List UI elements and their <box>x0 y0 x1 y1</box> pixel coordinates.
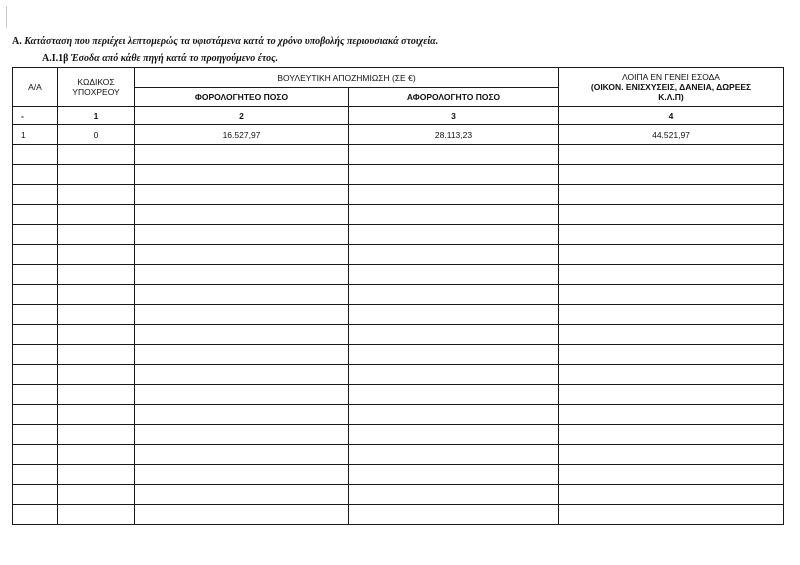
header-aa: Α/Α <box>13 68 58 107</box>
column-number: 1 <box>58 107 135 125</box>
column-number: 2 <box>135 107 349 125</box>
empty-table-row <box>13 385 784 405</box>
empty-cell <box>349 485 559 505</box>
empty-cell <box>13 345 58 365</box>
subsection-heading-text: Έσοδα από κάθε πηγή κατά το προηγούμενο έτος. <box>70 53 279 64</box>
empty-cell <box>559 325 784 345</box>
empty-table-row <box>13 405 784 425</box>
empty-cell <box>135 385 349 405</box>
empty-table-row <box>13 345 784 365</box>
empty-cell <box>135 205 349 225</box>
empty-cell <box>13 285 58 305</box>
empty-cell <box>13 225 58 245</box>
empty-cell <box>58 465 135 485</box>
column-number: 3 <box>349 107 559 125</box>
empty-cell <box>58 485 135 505</box>
empty-cell <box>135 425 349 445</box>
empty-cell <box>559 445 784 465</box>
empty-cell <box>349 185 559 205</box>
empty-cell <box>58 185 135 205</box>
empty-cell <box>349 345 559 365</box>
empty-cell <box>58 385 135 405</box>
empty-cell <box>349 405 559 425</box>
empty-cell <box>559 385 784 405</box>
empty-cell <box>13 445 58 465</box>
empty-table-row <box>13 285 784 305</box>
empty-table-row <box>13 265 784 285</box>
empty-cell <box>58 265 135 285</box>
empty-cell <box>13 385 58 405</box>
column-number: 4 <box>559 107 784 125</box>
empty-cell <box>58 445 135 465</box>
empty-cell <box>559 345 784 365</box>
empty-cell <box>135 505 349 525</box>
section-heading-prefix: Α. <box>12 36 22 47</box>
empty-cell <box>349 205 559 225</box>
empty-cell <box>559 245 784 265</box>
header-code <box>58 68 135 107</box>
empty-cell <box>349 365 559 385</box>
empty-table-row <box>13 445 784 465</box>
empty-cell <box>135 465 349 485</box>
empty-cell <box>58 405 135 425</box>
empty-cell <box>58 205 135 225</box>
empty-cell <box>58 505 135 525</box>
empty-cell <box>13 485 58 505</box>
empty-cell <box>559 425 784 445</box>
empty-cell <box>58 345 135 365</box>
empty-cell <box>58 325 135 345</box>
empty-table-row <box>13 505 784 525</box>
header-compensation: ΒΟΥΛΕΥΤΙΚΗ ΑΠΟΖΗΜΙΩΣΗ (ΣΕ €) <box>135 68 559 88</box>
empty-cell <box>58 305 135 325</box>
income-table <box>12 67 784 525</box>
empty-cell <box>58 145 135 165</box>
empty-cell <box>135 325 349 345</box>
empty-table-row <box>13 305 784 325</box>
empty-cell <box>13 425 58 445</box>
empty-cell <box>349 325 559 345</box>
empty-table-row <box>13 365 784 385</box>
empty-cell <box>135 305 349 325</box>
empty-cell <box>559 465 784 485</box>
cell-other-income: 44.521,97 <box>559 125 784 145</box>
header-other-line1: ΛΟΙΠΑ ΕΝ ΓΕΝΕΙ ΕΣΟΔΑ <box>622 72 720 82</box>
header-code-line2: ΥΠΟΧΡΕΟΥ <box>72 87 120 97</box>
empty-cell <box>58 365 135 385</box>
empty-cell <box>135 445 349 465</box>
empty-cell <box>559 145 784 165</box>
header-taxable: ΦΟΡΟΛΟΓΗΤΕΟ ΠΟΣΟ <box>135 88 349 107</box>
empty-cell <box>559 405 784 425</box>
empty-cell <box>13 465 58 485</box>
empty-cell <box>13 325 58 345</box>
empty-cell <box>135 185 349 205</box>
empty-cell <box>13 405 58 425</box>
empty-cell <box>13 205 58 225</box>
subsection-heading-prefix: Α.Ι.1β <box>42 53 69 64</box>
empty-rows <box>13 145 784 525</box>
empty-cell <box>559 285 784 305</box>
empty-cell <box>58 425 135 445</box>
empty-cell <box>135 345 349 365</box>
empty-cell <box>135 285 349 305</box>
section-heading-text: Κατάσταση που περιέχει λεπτομερώς τα υφιστάμενα κατά το χρόνο υποβολής περιουσιακά στοιχεία. <box>24 36 439 47</box>
empty-table-row <box>13 145 784 165</box>
empty-cell <box>349 265 559 285</box>
empty-cell <box>13 245 58 265</box>
empty-cell <box>135 365 349 385</box>
empty-cell <box>559 265 784 285</box>
cell-code: 0 <box>58 125 135 145</box>
empty-cell <box>135 265 349 285</box>
empty-cell <box>559 305 784 325</box>
cell-taxable: 16.527,97 <box>135 125 349 145</box>
empty-cell <box>135 405 349 425</box>
empty-table-row <box>13 205 784 225</box>
empty-cell <box>135 485 349 505</box>
empty-cell <box>349 445 559 465</box>
empty-cell <box>13 185 58 205</box>
empty-table-row <box>13 185 784 205</box>
empty-cell <box>13 265 58 285</box>
header-other-line2: (ΟΙΚΟΝ. ΕΝΙΣΧΥΣΕΙΣ, ΔΑΝΕΙΑ, ΔΩΡΕΕΣ <box>590 82 752 92</box>
header-nontaxable: ΑΦΟΡΟΛΟΓΗΤΟ ΠΟΣΟ <box>349 88 559 107</box>
empty-table-row <box>13 245 784 265</box>
empty-table-row <box>13 165 784 185</box>
column-number: - <box>13 107 58 125</box>
empty-cell <box>559 505 784 525</box>
column-number-row <box>13 107 784 125</box>
empty-cell <box>559 485 784 505</box>
header-other-income <box>559 68 784 107</box>
empty-table-row <box>13 485 784 505</box>
empty-cell <box>13 365 58 385</box>
cell-nontaxable: 28.113,23 <box>349 125 559 145</box>
empty-cell <box>58 245 135 265</box>
table-row <box>13 125 784 145</box>
empty-cell <box>135 225 349 245</box>
empty-cell <box>349 245 559 265</box>
empty-cell <box>349 225 559 245</box>
empty-cell <box>559 205 784 225</box>
empty-cell <box>559 225 784 245</box>
empty-table-row <box>13 465 784 485</box>
empty-cell <box>349 285 559 305</box>
empty-cell <box>58 285 135 305</box>
empty-cell <box>135 145 349 165</box>
empty-cell <box>349 145 559 165</box>
empty-cell <box>349 465 559 485</box>
empty-cell <box>559 365 784 385</box>
subsection-heading <box>42 53 278 64</box>
empty-cell <box>13 505 58 525</box>
empty-cell <box>135 245 349 265</box>
empty-cell <box>58 165 135 185</box>
empty-cell <box>559 185 784 205</box>
empty-cell <box>13 145 58 165</box>
empty-cell <box>559 165 784 185</box>
empty-cell <box>349 425 559 445</box>
empty-table-row <box>13 425 784 445</box>
empty-cell <box>135 165 349 185</box>
empty-cell <box>349 165 559 185</box>
cell-aa: 1 <box>13 125 58 145</box>
empty-cell <box>13 305 58 325</box>
header-code-line1: ΚΩΔΙΚΟΣ <box>77 77 115 87</box>
empty-cell <box>349 385 559 405</box>
empty-cell <box>13 165 58 185</box>
empty-cell <box>349 305 559 325</box>
empty-cell <box>58 225 135 245</box>
section-heading <box>12 36 438 47</box>
empty-cell <box>349 505 559 525</box>
empty-table-row <box>13 225 784 245</box>
header-other-line3: Κ.Λ.Π) <box>658 92 684 102</box>
empty-table-row <box>13 325 784 345</box>
page-edge-mark <box>6 6 7 28</box>
